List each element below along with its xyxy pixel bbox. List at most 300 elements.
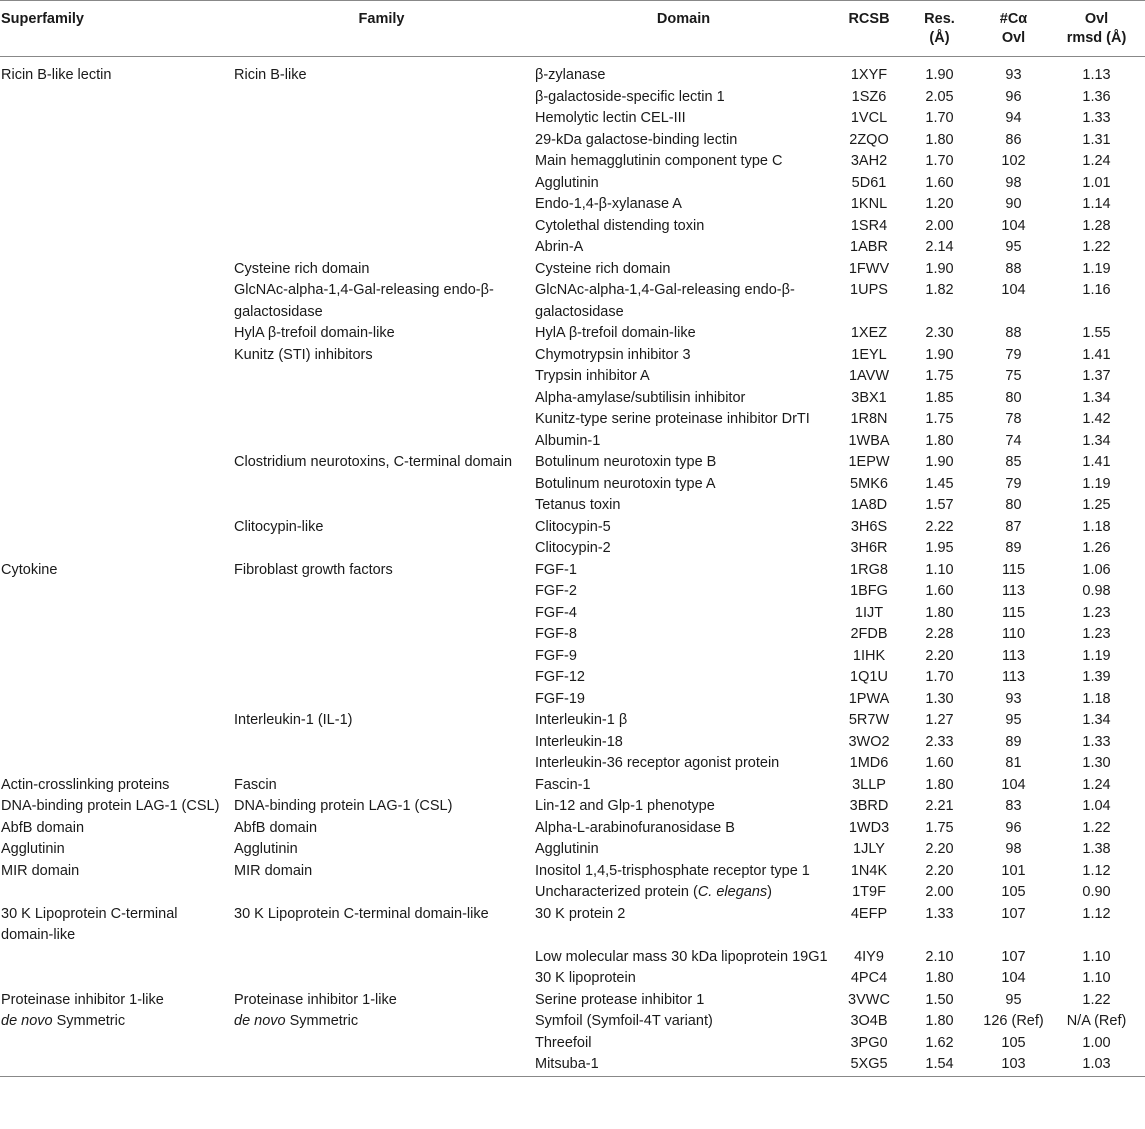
cell-domain (535, 968, 838, 990)
cell-superfamily (0, 968, 234, 990)
cell-superfamily (0, 366, 234, 388)
cell-family (234, 237, 535, 259)
cell-resolution (906, 732, 979, 754)
cell-superfamily-text: Cytokine (1, 561, 58, 578)
table-row (0, 882, 1145, 904)
cell-domain (535, 345, 838, 367)
cell-domain (535, 495, 838, 517)
cell-ca-overlap (979, 818, 1054, 840)
cell-resolution (906, 495, 979, 517)
cell-family-text: Interleukin-1 (IL-1) (234, 712, 353, 728)
cell-rcsb (838, 57, 906, 87)
cell-ca-overlap (979, 689, 1054, 711)
cell-resolution (906, 452, 979, 474)
cell-resolution-text: 1.75 (925, 411, 954, 427)
cell-superfamily (0, 796, 234, 818)
cell-domain (535, 1054, 838, 1076)
cell-ca-overlap-text: 89 (1005, 733, 1022, 750)
cell-superfamily (0, 130, 234, 152)
cell-ca-overlap-text: 93 (1005, 690, 1022, 707)
cell-rmsd-text: 1.03 (1082, 1056, 1111, 1072)
cell-rcsb (838, 667, 906, 689)
cell-rmsd-text: 1.30 (1082, 755, 1111, 771)
cell-superfamily (0, 560, 234, 582)
cell-rmsd-text: 1.33 (1082, 733, 1111, 750)
cell-domain-text: Interleukin-36 receptor agonist protein (535, 755, 780, 771)
cell-superfamily (0, 689, 234, 711)
cell-rmsd-text: 1.19 (1082, 647, 1111, 664)
cell-superfamily (0, 345, 234, 367)
table-row (0, 1054, 1145, 1076)
cell-ca-overlap-text: 98 (1005, 841, 1022, 857)
cell-domain-text: Uncharacterized protein ( (535, 884, 698, 900)
cell-resolution-text: 2.20 (925, 647, 954, 664)
cell-resolution (906, 345, 979, 367)
cell-domain-text: β-zylanase (535, 67, 606, 83)
cell-resolution-text: 1.70 (925, 153, 954, 169)
table-row (0, 581, 1145, 603)
cell-domain-text: HylA β-trefoil domain-like (535, 325, 696, 341)
cell-ca-overlap (979, 216, 1054, 238)
cell-rcsb-text: 1R8N (850, 411, 888, 427)
cell-rcsb (838, 968, 906, 990)
cell-rmsd (1054, 538, 1145, 560)
cell-ca-overlap-text: 104 (1001, 282, 1026, 298)
cell-ca-overlap-text: 107 (1001, 948, 1026, 965)
cell-rcsb-text: 1UPS (850, 282, 888, 298)
cell-resolution-text: 1.10 (925, 561, 954, 578)
cell-rmsd-text: 1.31 (1082, 131, 1111, 148)
cell-domain-text: 30 K protein 2 (535, 905, 626, 922)
cell-rmsd-text: 1.26 (1082, 540, 1111, 556)
cell-resolution (906, 689, 979, 711)
cell-resolution (906, 1011, 979, 1033)
cell-resolution (906, 603, 979, 625)
cell-resolution (906, 280, 979, 323)
cell-rmsd (1054, 108, 1145, 130)
cell-rmsd (1054, 560, 1145, 582)
cell-rmsd-text: 1.22 (1082, 819, 1111, 836)
cell-resolution-text: 1.80 (925, 776, 954, 793)
cell-ca-overlap (979, 409, 1054, 431)
cell-superfamily-italic: de novo (1, 1013, 53, 1029)
cell-family (234, 452, 535, 474)
cell-rmsd-text: 1.06 (1082, 561, 1111, 578)
cell-family (234, 1033, 535, 1055)
cell-rmsd-text: 1.00 (1082, 1034, 1111, 1051)
cell-ca-overlap (979, 323, 1054, 345)
cell-ca-overlap-text: 98 (1005, 174, 1022, 191)
cell-superfamily (0, 646, 234, 668)
table-row (0, 409, 1145, 431)
cell-family (234, 57, 535, 87)
cell-family-text: 30 K Lipoprotein C-terminal domain-like (234, 905, 489, 922)
cell-family (234, 216, 535, 238)
cell-rcsb (838, 474, 906, 496)
cell-domain-text: Chymotrypsin inhibitor 3 (535, 346, 691, 363)
cell-ca-overlap-text: 93 (1005, 67, 1022, 83)
cell-family-text: Ricin B-like (234, 67, 307, 83)
cell-ca-overlap (979, 1054, 1054, 1076)
cell-superfamily (0, 624, 234, 646)
table-row (0, 603, 1145, 625)
cell-domain (535, 57, 838, 87)
table-row (0, 667, 1145, 689)
cell-superfamily-text: DNA-binding protein LAG-1 (CSL) (1, 798, 220, 814)
cell-family (234, 904, 535, 947)
cell-domain (535, 603, 838, 625)
cell-domain (535, 646, 838, 668)
cell-superfamily (0, 87, 234, 109)
cell-resolution (906, 753, 979, 775)
cell-rcsb (838, 861, 906, 883)
cell-family (234, 323, 535, 345)
cell-superfamily-text: MIR domain (1, 862, 80, 879)
cell-rmsd (1054, 861, 1145, 883)
cell-domain (535, 130, 838, 152)
cell-resolution (906, 259, 979, 281)
cell-rcsb (838, 904, 906, 947)
cell-rmsd-text: 1.41 (1082, 454, 1111, 470)
cell-family (234, 882, 535, 904)
cell-rmsd-text: 1.28 (1082, 217, 1111, 234)
cell-resolution (906, 57, 979, 87)
cell-rmsd-text: 1.34 (1082, 432, 1111, 449)
cell-rmsd (1054, 689, 1145, 711)
cell-ca-overlap-text: 115 (1001, 561, 1026, 578)
cell-ca-overlap (979, 151, 1054, 173)
cell-ca-overlap (979, 753, 1054, 775)
table-row (0, 861, 1145, 883)
cell-rcsb (838, 345, 906, 367)
cell-ca-overlap (979, 710, 1054, 732)
cell-resolution (906, 409, 979, 431)
cell-ca-overlap (979, 108, 1054, 130)
cell-domain (535, 87, 838, 109)
cell-resolution-text: 1.60 (925, 755, 954, 771)
cell-rmsd (1054, 646, 1145, 668)
cell-superfamily-text: 30 K Lipoprotein C-terminal domain-like (1, 905, 178, 943)
cell-rcsb-text: 3VWC (848, 991, 890, 1008)
cell-superfamily (0, 1054, 234, 1076)
cell-rcsb (838, 882, 906, 904)
cell-domain (535, 560, 838, 582)
cell-ca-overlap (979, 839, 1054, 861)
cell-family-text: DNA-binding protein LAG-1 (CSL) (234, 798, 453, 814)
cell-rcsb (838, 603, 906, 625)
table-row (0, 538, 1145, 560)
cell-family (234, 796, 535, 818)
cell-rmsd-text: 1.24 (1082, 776, 1111, 793)
cell-rcsb-text: 1XEZ (850, 325, 888, 341)
cell-family-text: AbfB domain (234, 819, 318, 836)
cell-ca-overlap-text: 81 (1005, 755, 1022, 771)
cell-domain-text: Agglutinin (535, 174, 599, 191)
cell-rcsb-text: 1N4K (850, 862, 888, 879)
cell-rcsb-text: 1T9F (852, 884, 886, 900)
cell-rmsd (1054, 194, 1145, 216)
cell-rcsb-text: 4IY9 (854, 948, 884, 965)
cell-domain (535, 1011, 838, 1033)
cell-rcsb-text: 1AVW (848, 368, 890, 384)
cell-resolution-text: 1.60 (925, 174, 954, 191)
cell-family-text: Proteinase inhibitor 1-like (234, 991, 397, 1008)
cell-family (234, 431, 535, 453)
cell-rcsb-text: 2ZQO (849, 131, 889, 148)
cell-domain-text: Interleukin-18 (535, 733, 623, 750)
table-row (0, 689, 1145, 711)
cell-domain (535, 732, 838, 754)
cell-domain (535, 323, 838, 345)
cell-rmsd-text: 1.14 (1082, 196, 1111, 212)
cell-ca-overlap-text: 86 (1005, 131, 1022, 148)
cell-ca-overlap (979, 237, 1054, 259)
table-row (0, 345, 1145, 367)
cell-resolution-text: 1.54 (925, 1056, 954, 1072)
cell-ca-overlap (979, 882, 1054, 904)
cell-domain (535, 366, 838, 388)
cell-domain (535, 861, 838, 883)
header-ca-line1: #Cα (999, 11, 1028, 27)
cell-rcsb-text: 3WO2 (848, 733, 890, 750)
cell-domain-text: FGF-12 (535, 669, 585, 685)
cell-rcsb-text: 3PG0 (850, 1034, 888, 1051)
cell-rcsb (838, 194, 906, 216)
cell-resolution-text: 1.33 (925, 905, 954, 922)
header-res-line2: (Å) (929, 30, 950, 46)
cell-resolution-text: 1.50 (925, 991, 954, 1008)
cell-ca-overlap (979, 904, 1054, 947)
cell-rcsb (838, 624, 906, 646)
cell-domain (535, 216, 838, 238)
cell-domain (535, 667, 838, 689)
table-row (0, 280, 1145, 323)
cell-ca-overlap-text: 78 (1005, 411, 1022, 427)
cell-rmsd (1054, 87, 1145, 109)
cell-resolution-text: 1.75 (925, 819, 954, 836)
cell-ca-overlap-text: 95 (1005, 991, 1022, 1008)
cell-domain-text: Botulinum neurotoxin type B (535, 454, 717, 470)
table-row (0, 323, 1145, 345)
cell-family (234, 839, 535, 861)
cell-rcsb-text: 3LLP (852, 776, 886, 793)
cell-rmsd-text: 1.18 (1082, 518, 1111, 535)
cell-rcsb (838, 517, 906, 539)
cell-superfamily (0, 108, 234, 130)
cell-family (234, 947, 535, 969)
cell-family (234, 968, 535, 990)
cell-rmsd-text: 1.38 (1082, 841, 1111, 857)
cell-ca-overlap-text: 113 (1001, 583, 1026, 599)
cell-rmsd (1054, 173, 1145, 195)
table-row (0, 904, 1145, 947)
cell-family (234, 689, 535, 711)
cell-domain-text: Symfoil (Symfoil-4T variant) (535, 1013, 713, 1029)
cell-ca-overlap (979, 581, 1054, 603)
cell-superfamily-text: Agglutinin (1, 841, 65, 857)
cell-resolution-text: 1.20 (925, 196, 954, 212)
table-row (0, 431, 1145, 453)
cell-rcsb (838, 366, 906, 388)
cell-ca-overlap (979, 431, 1054, 453)
cell-resolution (906, 216, 979, 238)
cell-ca-overlap (979, 603, 1054, 625)
cell-rcsb-text: 1IHK (852, 647, 886, 664)
cell-superfamily (0, 603, 234, 625)
table-row (0, 495, 1145, 517)
cell-rmsd (1054, 710, 1145, 732)
cell-family (234, 581, 535, 603)
cell-resolution-text: 1.60 (925, 583, 954, 599)
cell-ca-overlap (979, 452, 1054, 474)
cell-resolution-text: 1.70 (925, 110, 954, 126)
cell-rmsd (1054, 517, 1145, 539)
cell-rmsd-text: N/A (Ref) (1066, 1013, 1127, 1029)
cell-resolution (906, 624, 979, 646)
cell-ca-overlap (979, 57, 1054, 87)
cell-resolution-text: 1.80 (925, 970, 954, 986)
cell-domain-text: Kunitz-type serine proteinase inhibitor DrTI (535, 411, 810, 427)
cell-rmsd-text: 1.19 (1082, 475, 1111, 492)
cell-rcsb (838, 947, 906, 969)
cell-resolution (906, 431, 979, 453)
cell-rcsb-text: 1JLY (853, 841, 885, 857)
cell-ca-overlap (979, 796, 1054, 818)
cell-superfamily (0, 194, 234, 216)
cell-ca-overlap (979, 646, 1054, 668)
cell-rmsd (1054, 1011, 1145, 1033)
cell-family (234, 560, 535, 582)
cell-family-italic: de novo (234, 1013, 286, 1029)
cell-rmsd-text: 1.42 (1082, 411, 1111, 427)
cell-family-text: Kunitz (STI) inhibitors (234, 346, 373, 363)
cell-resolution (906, 517, 979, 539)
cell-domain (535, 409, 838, 431)
cell-rmsd (1054, 474, 1145, 496)
cell-ca-overlap-text: 105 (1001, 884, 1026, 900)
table-row (0, 87, 1145, 109)
cell-rmsd-text: 1.24 (1082, 153, 1111, 169)
cell-resolution (906, 904, 979, 947)
cell-domain-text: Mitsuba-1 (535, 1056, 599, 1072)
cell-resolution (906, 818, 979, 840)
header-row (0, 1, 1145, 57)
cell-domain-text: Endo-1,4-β-xylanase A (535, 196, 682, 212)
cell-ca-overlap-text: 115 (1001, 604, 1026, 621)
cell-family (234, 732, 535, 754)
cell-family-text: Clostridium neurotoxins, C-terminal domain (234, 454, 513, 470)
cell-family (234, 1011, 535, 1033)
cell-resolution-text: 1.90 (925, 67, 954, 83)
cell-resolution-text: 1.90 (925, 454, 954, 470)
cell-rcsb-text: 5XG5 (850, 1056, 888, 1072)
cell-rcsb (838, 130, 906, 152)
cell-rcsb (838, 646, 906, 668)
cell-domain-text: Low molecular mass 30 kDa lipoprotein 19G1 (535, 948, 828, 965)
cell-rmsd (1054, 732, 1145, 754)
cell-rmsd (1054, 495, 1145, 517)
cell-resolution-text: 1.62 (925, 1034, 954, 1051)
cell-resolution (906, 710, 979, 732)
cell-resolution (906, 151, 979, 173)
cell-resolution-text: 1.80 (925, 131, 954, 148)
cell-domain-text: 29-kDa galactose-binding lectin (535, 131, 738, 148)
cell-rcsb-text: 1SZ6 (851, 88, 887, 105)
cell-rmsd (1054, 259, 1145, 281)
cell-rcsb (838, 216, 906, 238)
cell-ca-overlap-text: 104 (1001, 217, 1026, 234)
cell-rmsd-text: 1.23 (1082, 626, 1111, 642)
cell-rmsd (1054, 581, 1145, 603)
table-row (0, 796, 1145, 818)
cell-resolution-text: 2.20 (925, 841, 954, 857)
cell-domain-text: GlcNAc-alpha-1,4-Gal-releasing endo-β-galactosidase (535, 282, 795, 320)
cell-domain (535, 990, 838, 1012)
cell-rcsb (838, 753, 906, 775)
cell-family (234, 775, 535, 797)
cell-superfamily (0, 323, 234, 345)
cell-ca-overlap (979, 259, 1054, 281)
cell-ca-overlap-text: 90 (1005, 196, 1022, 212)
header-ca-line2: Ovl (1001, 30, 1026, 46)
cell-family (234, 130, 535, 152)
table-row (0, 173, 1145, 195)
cell-resolution-text: 2.28 (925, 626, 954, 642)
cell-resolution (906, 990, 979, 1012)
cell-rcsb-text: 3AH2 (850, 153, 888, 169)
cell-ca-overlap-text: 80 (1005, 389, 1022, 406)
cell-family-text: Fascin (234, 776, 277, 793)
table-row (0, 130, 1145, 152)
cell-family (234, 667, 535, 689)
cell-ca-overlap (979, 667, 1054, 689)
cell-resolution (906, 108, 979, 130)
cell-rcsb (838, 108, 906, 130)
cell-family (234, 173, 535, 195)
table-row (0, 1011, 1145, 1033)
cell-domain-text: FGF-4 (535, 604, 577, 621)
cell-rmsd-text: 1.12 (1082, 905, 1111, 922)
cell-superfamily (0, 1033, 234, 1055)
cell-rcsb (838, 1011, 906, 1033)
cell-resolution-text: 1.80 (925, 432, 954, 449)
cell-domain-text: Inositol 1,4,5-trisphosphate receptor type 1 (535, 862, 810, 879)
cell-family-text: Cysteine rich domain (234, 260, 370, 277)
cell-rmsd (1054, 452, 1145, 474)
cell-rmsd (1054, 753, 1145, 775)
cell-resolution-text: 1.90 (925, 260, 954, 277)
cell-ca-overlap-text: 113 (1001, 669, 1026, 685)
cell-domain-text: Trypsin inhibitor A (535, 368, 650, 384)
cell-ca-overlap (979, 173, 1054, 195)
cell-family (234, 87, 535, 109)
cell-domain-text: Agglutinin (535, 841, 599, 857)
cell-rmsd (1054, 130, 1145, 152)
table-row (0, 1033, 1145, 1055)
cell-domain-text: Lin-12 and Glp-1 phenotype (535, 798, 715, 814)
header-ca-overlap (979, 1, 1054, 57)
cell-ca-overlap (979, 990, 1054, 1012)
cell-rcsb-text: 1KNL (850, 196, 888, 212)
cell-resolution (906, 388, 979, 410)
cell-rcsb-text: 1EYL (851, 346, 887, 363)
cell-resolution (906, 237, 979, 259)
cell-resolution (906, 581, 979, 603)
table-row (0, 452, 1145, 474)
cell-rcsb (838, 259, 906, 281)
cell-superfamily (0, 409, 234, 431)
cell-resolution-text: 2.33 (925, 733, 954, 750)
